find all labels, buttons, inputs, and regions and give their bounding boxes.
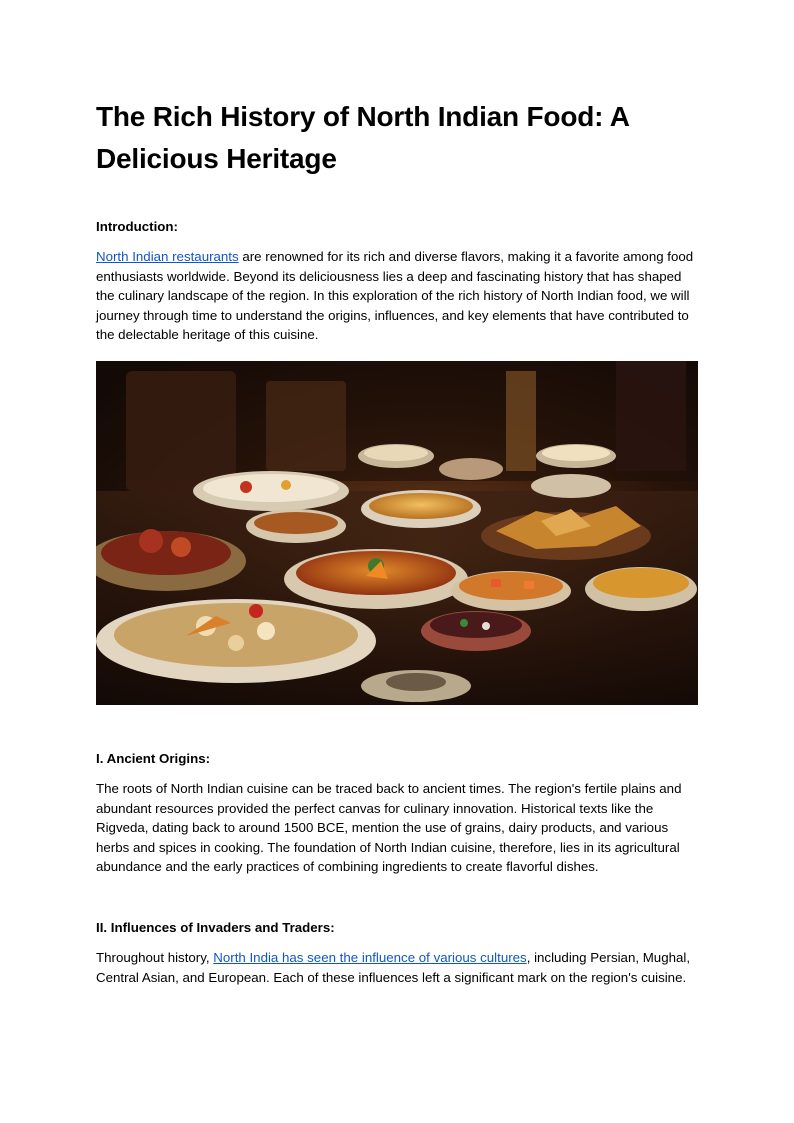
section2-paragraph bbox=[96, 948, 698, 987]
section2-text-after: , including Persian, Mughal, Central Asian, and European. Each of these influences left a significant mark on the region's cuisine. bbox=[96, 949, 691, 985]
section1-paragraph: The roots of North Indian cuisine can be traced back to ancient times. The region's fertile plains and abundant resources provided the perfect canvas for culinary innovation. Historical texts like the Rigveda, dating back to around 1500 BCE, mention the use of grains, dairy products, and various herbs and spices in cooking. The foundation of North Indian cuisine, therefore, lies in its agricultural abundance and the early practices of combining ingredients to create flavorful dishes. bbox=[96, 780, 682, 875]
section2-text-before: Throughout history, bbox=[96, 949, 214, 965]
intro-paragraph bbox=[96, 247, 698, 345]
influence-of-cultures-link[interactable]: North India has seen the influence of various cultures bbox=[213, 949, 527, 965]
page-title: The Rich History of North Indian Food: A Delicious Heritage bbox=[96, 101, 629, 174]
food-spread-photo bbox=[96, 361, 698, 705]
section1-heading: I. Ancient Origins: bbox=[96, 750, 211, 766]
north-indian-restaurants-link[interactable]: North Indian restaurants bbox=[96, 249, 239, 264]
intro-heading: Introduction: bbox=[96, 219, 178, 234]
section2-heading: II. Influences of Invaders and Traders: bbox=[96, 919, 335, 935]
document-content bbox=[96, 96, 698, 987]
intro-text: are renowned for its rich and diverse flavors, making it a favorite among food enthusiasts worldwide. Beyond its deliciousness lies a deep and fascinating history that has shaped the culinary landscape of the region. In this exploration of the rich history of North Indian food, we will journey through time to understand the origins, influences, and key elements that have contributed to the delectable heritage of this cuisine. bbox=[96, 249, 694, 343]
